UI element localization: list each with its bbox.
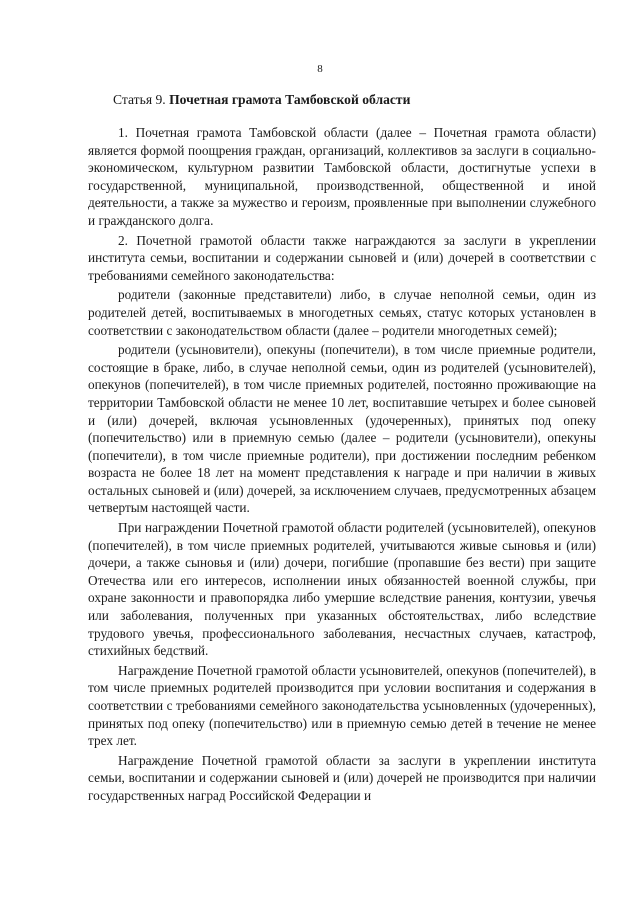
article-number: Статья 9.	[113, 92, 166, 107]
paragraph-1: 1. Почетная грамота Тамбовской области (далее – Почетная грамота области) является формой поощрения граждан, организаций, коллективов за заслуги в социально-экономическом, культурном развитии Тамбовской области, достигнутые успехи в государственной, муниципальной, производственной, общественной и иной деятельности, а также за мужество и героизм, проявленные при выполнении служебного и гражданского долга.	[88, 125, 596, 228]
paragraph-4: родители (усыновители), опекуны (попечители), в том числе приемные родители, состоящие в браке, либо, в случае неполной семьи, один из родителей (усыновителей), опекунов (попечителей), в том числе приемных родителей, постоянно проживающие на территории Тамбовской области не менее 10 лет, воспитавшие четырех и более сыновей и (или) дочерей, включая усыновленных (удочеренных), принятых под опеку (попечительство) или в приемную семью (далее – родители (усыновители), опекуны (попечители), в том числе приемные родители), при достижении последним ребенком возраста не более 18 лет на момент представления к награде и при наличии в живых остальных сыновей и (или) дочерей, за исключением случаев, предусмотренных абзацем четвертым настоящей части.	[88, 342, 596, 516]
paragraph-3: родители (законные представители) либо, в случае неполной семьи, один из родителей детей, воспитываемых в многодетных семьях, статус которых установлен в соответствии с законодательством области (далее – родители многодетных семей);	[88, 287, 596, 338]
paragraph-5: При награждении Почетной грамотой области родителей (усыновителей), опекунов (попечителей), в том числе приемных родителей, учитываются живые сыновья и (или) дочери, а также сыновья и (или) дочери, погибшие (пропавшие без вести) при защите Отечества или его интересов, исполнении иных обязанностей военной службы, при охране законности и правопорядка либо умершие вследствие ранения, контузии, увечья или заболевания, полученных при указанных обстоятельствах, либо вследствие трудового увечья, профессионального заболевания, несчастных случаев, катастроф, стихийных бедствий.	[88, 520, 596, 659]
article-heading	[113, 92, 410, 108]
page-number: 8	[317, 63, 323, 75]
article-title: Почетная грамота Тамбовской области	[169, 92, 411, 107]
article-body	[88, 124, 596, 805]
paragraph-7: Награждение Почетной грамотой области за заслуги в укреплении института семьи, воспитании и содержании сыновей и (или) дочерей не производится при наличии государственных наград Российской Федерации и	[88, 752, 596, 803]
paragraph-6: Награждение Почетной грамотой области усыновителей, опекунов (попечителей), в том числе приемных родителей производится при условии воспитания и содержания в соответствии с требованиями семейного законодательства усыновленных (удочеренных), принятых под опеку (попечительство) или в приемную семью детей в течение не менее трех лет.	[88, 662, 596, 749]
paragraph-2: 2. Почетной грамотой области также награждаются за заслуги в укреплении института семьи, воспитании и содержании сыновей и (или) дочерей в соответствии с требованиями семейного законодательства:	[88, 232, 596, 283]
